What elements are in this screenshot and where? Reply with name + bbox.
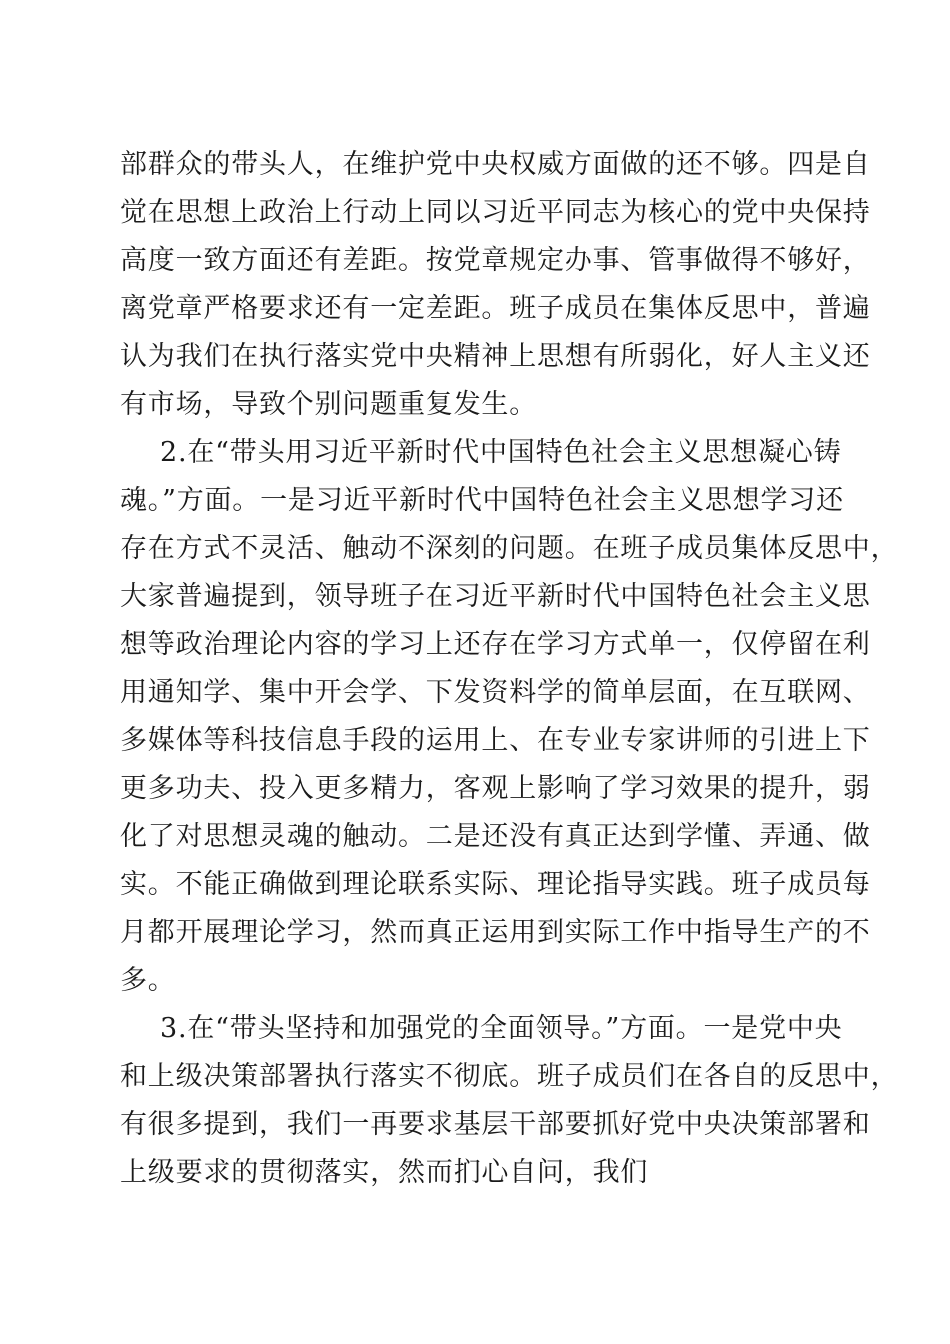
text-line: 部群众的带头人，在维护党中央权威方面做的还不够。四是自	[120, 149, 871, 180]
paragraph-3	[120, 1005, 899, 1197]
text-line: 月都开展理论学习，然而真正运用到实际工作中指导生产的不	[120, 917, 871, 948]
text-line: 用通知学、集中开会学、下发资料学的简单层面，在互联网、	[120, 677, 871, 708]
text-line: 认为我们在执行落实党中央精神上思想有所弱化，好人主义还	[120, 341, 871, 372]
text-line: 上级要求的贯彻落实，然而扪心自问，我们	[120, 1157, 649, 1188]
text-line: 离党章严格要求还有一定差距。班子成员在集体反思中，普遍	[120, 293, 871, 324]
text-line: 高度一致方面还有差距。按党章规定办事、管事做得不够好，	[120, 245, 871, 276]
text-line: 魂。”方面。一是习近平新时代中国特色社会主义思想学习还	[120, 485, 844, 516]
text-line: 想等政治理论内容的学习上还存在学习方式单一，仅停留在利	[120, 629, 871, 660]
text-line: 有很多提到，我们一再要求基层干部要抓好党中央决策部署和	[120, 1109, 871, 1140]
text-line: 大家普遍提到，领导班子在习近平新时代中国特色社会主义思	[120, 581, 871, 612]
text-line: 多媒体等科技信息手段的运用上、在专业专家讲师的引进上下	[120, 725, 871, 756]
text-line: 有市场，导致个别问题重复发生。	[120, 389, 537, 420]
text-line: 3.在“带头坚持和加强党的全面领导。”方面。一是党中央	[160, 1013, 843, 1044]
text-line: 多。	[120, 965, 176, 996]
document-body	[120, 141, 899, 1197]
text-line: 和上级决策部署执行落实不彻底。班子成员们在各自的反思中，	[120, 1061, 899, 1092]
text-line: 2.在“带头用习近平新时代中国特色社会主义思想凝心铸	[160, 437, 842, 468]
text-line: 实。不能正确做到理论联系实际、理论指导实践。班子成员每	[120, 869, 871, 900]
text-line: 化了对思想灵魂的触动。二是还没有真正达到学懂、弄通、做	[120, 821, 871, 852]
text-line: 存在方式不灵活、触动不深刻的问题。在班子成员集体反思中，	[120, 533, 899, 564]
text-line: 觉在思想上政治上行动上同以习近平同志为核心的党中央保持	[120, 197, 871, 228]
paragraph-2	[120, 429, 899, 1005]
text-line: 更多功夫、投入更多精力，客观上影响了学习效果的提升，弱	[120, 773, 871, 804]
paragraph-1	[120, 141, 871, 429]
